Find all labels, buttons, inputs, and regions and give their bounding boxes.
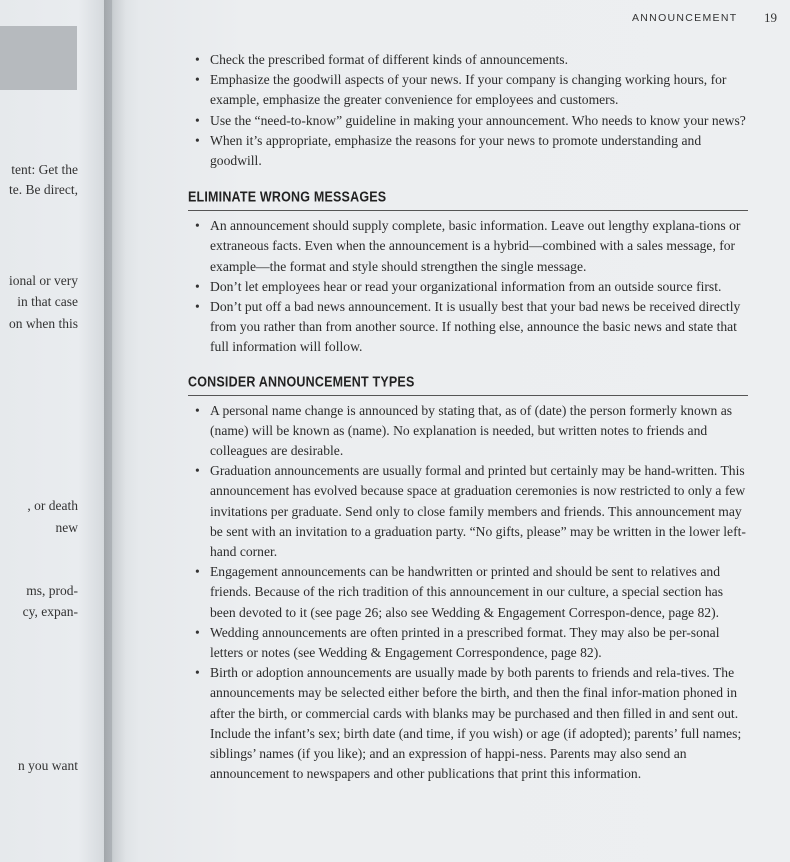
list-item: • When it’s appropriate, emphasize the reasons for your news to promote understanding and goodwill. (188, 131, 748, 171)
list-item: • Graduation announcements are usually formal and printed but certainly may be hand-written. This announcement has evolved because space at graduation ceremonies is now restricted to only a few invitations per graduate. Send only to close family members and friends. This announcement may be sent with an invitation to a graduation party. “No gifts, please” may be written in the lower left-hand corner. (188, 461, 748, 562)
section-bullet-list (188, 216, 748, 357)
list-item: • Emphasize the goodwill aspects of your news. If your company is changing working hours, for example, emphasize the greater convenience for employees and customers. (188, 70, 748, 110)
left-fragment: te. Be direct, (9, 182, 78, 197)
page-content (188, 50, 748, 785)
section-heading: ELIMINATE WRONG MESSAGES (188, 189, 387, 206)
list-item: • Birth or adoption announcements are usually made by both parents to friends and rela-tives. The announcements may be selected either before the birth, and then the final infor-mation phoned in after the birth, or commercial cards with blanks may be purchased and then filled in and sent out. Include the infant’s sex; birth date (and time, if you wish) or age (if adopted); parents’ full names; siblings’ names (if you like); and an expression of happi-ness. Parents may also send an announcement to newspapers and other publications that print this information. (188, 663, 748, 784)
section-heading: CONSIDER ANNOUNCEMENT TYPES (188, 373, 415, 390)
left-fragment: , or death (27, 498, 78, 513)
intro-bullet-list (188, 50, 748, 171)
section-bullet-list (188, 401, 748, 785)
left-facing-page (0, 0, 112, 862)
list-item: • Check the prescribed format of different kinds of announcements. (188, 50, 748, 70)
left-fragment: n you want (18, 758, 78, 773)
list-item: • A personal name change is announced by stating that, as of (date) the person formerly known as (name) will be known as (name). No explanation is needed, but written notes to friends and colleagues are desirable. (188, 401, 748, 462)
list-item: • Engagement announcements can be handwritten or printed and should be sent to relatives and friends. Because of the rich tradition of this announcement in our culture, a special section has been devoted to it (see page 26; also see Wedding & Engagement Correspon-dence, page 82). (188, 562, 748, 623)
running-head: ANNOUNCEMENT (632, 12, 738, 24)
list-item: • Don’t let employees hear or read your organizational information from an outside source first. (188, 277, 748, 297)
list-item: • Use the “need-to-know” guideline in making your announcement. Who needs to know your news? (188, 111, 748, 131)
section-eliminate-wrong-messages (188, 190, 748, 357)
list-item: • An announcement should supply complete, basic information. Leave out lengthy explana-tions or extraneous facts. Even when the announcement is a hybrid—combined with a sales message, for example—the format and style should strengthen the single message. (188, 216, 748, 277)
left-fragment: cy, expan- (22, 604, 78, 619)
list-item: • Don’t put off a bad news announcement. It is usually best that your bad news be received directly from you rather than from another source. If nothing else, announce the basic news and state that full information will follow. (188, 297, 748, 358)
left-fragment: ms, prod- (26, 583, 78, 598)
section-rule (188, 210, 748, 211)
left-fragment: on when this (9, 316, 78, 331)
section-rule (188, 395, 748, 396)
list-item: • Wedding announcements are often printed in a prescribed format. They may also be per-sonal letters or notes (see Wedding & Engagement Correspondence, page 82). (188, 623, 748, 663)
page-number: 19 (764, 10, 777, 25)
left-fragment: tent: Get the (11, 162, 78, 177)
section-consider-announcement-types (188, 375, 748, 785)
left-page-gray-box (0, 26, 77, 90)
left-fragment: ional or very (9, 273, 78, 288)
right-page (112, 0, 790, 862)
left-fragment: in that case (17, 294, 78, 309)
left-fragment: new (55, 520, 78, 535)
